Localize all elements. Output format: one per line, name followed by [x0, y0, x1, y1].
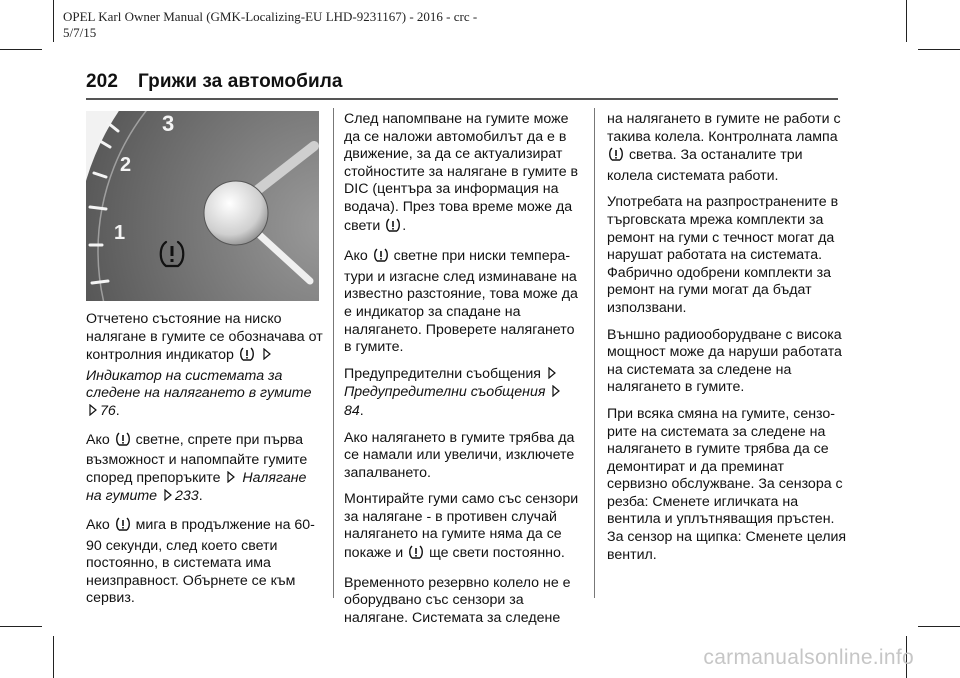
body-text: светва. За останалите три колела системата работи.	[607, 147, 803, 184]
body-text: светне при ниски температури и изгасне след изминаване на известно разстояние, това може да е индикатор за спадане на налягането. Проверете налягането в гумите.	[344, 248, 578, 356]
tire-pressure-warning-icon	[374, 247, 388, 269]
paragraph	[607, 111, 847, 185]
gauge-label: 3	[162, 111, 175, 136]
gauge-illustration	[86, 111, 319, 301]
gauge-label: 1	[114, 222, 126, 244]
body-text: След напомпване на гумите може да се наложи автомобилът да е в движение, за да се актуализират стойностите за налягане в гумите в DIC (центъра за информация на водача). През това време може да свети	[344, 111, 579, 234]
crop-mark	[918, 49, 960, 50]
tire-pressure-warning-icon	[116, 431, 130, 453]
body-text: Ако	[86, 516, 110, 533]
paragraph	[344, 247, 580, 357]
crop-mark	[53, 0, 54, 42]
tire-pressure-warning-icon	[386, 217, 400, 239]
paragraph: Външно радиооборудване с висока мощност може да наруши работата на системата за следене на налягането в гумите.	[607, 326, 842, 396]
page-title	[86, 71, 343, 93]
column-divider	[333, 108, 334, 598]
body-text: ще свети постоянно.	[429, 545, 565, 562]
heading-divider	[86, 98, 838, 100]
text-column-2	[344, 111, 580, 636]
cross-reference-arrow-icon	[262, 348, 272, 366]
print-metadata	[63, 9, 477, 41]
paragraph: Ако светне, спрете при първа възможност и напомпайте гумите според препоръките Налягане на гумите 233.	[86, 431, 326, 507]
paragraph	[86, 516, 326, 608]
crop-mark	[0, 626, 42, 627]
page-reference[interactable]: 233	[175, 488, 199, 505]
paragraph	[344, 491, 580, 565]
tire-pressure-warning-icon	[240, 346, 254, 368]
section-title: Грижи за автомобила	[138, 71, 343, 92]
cross-reference-link[interactable]: Налягане на гумите	[86, 469, 307, 505]
body-text: мига в продължение на 60-90 секунди, след което свети постоянно, в системата има неизправност. Обърнете се към сервиз.	[86, 516, 315, 607]
body-text: Ако	[86, 431, 110, 448]
watermark: carmanualsonline.info	[703, 646, 914, 669]
crop-mark	[918, 626, 960, 627]
cross-reference-arrow-icon	[547, 367, 557, 385]
paragraph: Употребата на разпространените в търговската мрежа комплекти за ремонт на гуми с течност могат да нарушат работата на системата. Фабрично одобрени комплекти за ремонт на гуми могат да бъдат използвани.	[607, 194, 839, 316]
body-text: Монтирайте гуми само със сензори за налягане - в противен случай налягането на гумите няма да се покаже и	[344, 491, 579, 562]
print-metadata-line: 5/7/15	[63, 25, 97, 40]
tire-pressure-warning-icon	[116, 516, 130, 538]
paragraph: Отчетено състояние на ниско налягане в гумите се обозначава от контролния индикатор Индикатор на системата за следене на налягането в гумите 76.	[86, 311, 326, 422]
body-text: Отчетено състояние на ниско налягане в гумите се обозначава от контролния индикатор	[86, 311, 323, 364]
page-reference[interactable]: 84	[344, 402, 360, 419]
print-metadata-line: OPEL Karl Owner Manual (GMK-Localizing-EU LHD-9231167) - 2016 - crc -	[63, 9, 478, 24]
text-column-3	[607, 111, 847, 573]
cross-reference-arrow-icon	[551, 385, 561, 403]
page-reference[interactable]: 76	[100, 402, 116, 419]
paragraph: Временното резервно колело не е оборудвано със сензори за налягане. Системата за следене	[344, 574, 571, 626]
crop-mark	[53, 636, 54, 678]
cross-reference-arrow-icon	[163, 489, 173, 507]
crop-mark	[906, 0, 907, 42]
crop-mark	[0, 49, 42, 50]
cross-reference-arrow-icon	[88, 404, 98, 422]
cross-reference-link[interactable]: Индикатор на системата за следене на налягането в гумите	[86, 367, 312, 402]
body-text: Ако	[344, 248, 368, 265]
paragraph: При всяка смяна на гумите, сензорите на системата за следене на налягането в гумите трябва да се демонтират и да преминат сервизно обслужване. За сензора с резба: Сменете игличката на вентила и уплътняващия пръстен. За сензор на щипка: Сменете целия вентил.	[607, 405, 847, 563]
gauge-label: 2	[120, 154, 132, 176]
tire-pressure-warning-icon	[409, 544, 423, 566]
page-number: 202	[86, 71, 119, 92]
paragraph: След напомпване на гумите може да се наложи автомобилът да е в движение, за да се актуализират стойностите за налягане в гумите в DIC (центъра за информация на водача). През това време може да свети .	[344, 111, 580, 238]
paragraph: Предупредителни съобщения Предупредителни съобщения 84.	[344, 366, 580, 421]
cross-reference-arrow-icon	[226, 471, 236, 489]
body-text: светне, спрете при първа възможност и напомпайте гумите според препоръките	[86, 431, 308, 486]
tire-pressure-gauge-figure	[86, 111, 319, 301]
cross-reference-link[interactable]: Предупредителни съобщения	[344, 384, 546, 401]
body-text: на налягането в гумите не работи с такива колела. Контролната лампа	[607, 111, 841, 145]
paragraph: Ако налягането в гумите трябва да се намали или увеличи, изключете запалването.	[344, 429, 575, 481]
column-divider	[594, 108, 595, 598]
text-column-1	[86, 311, 326, 617]
body-text: Предупредителни съобщения	[344, 365, 541, 382]
tire-pressure-warning-icon	[609, 146, 623, 168]
